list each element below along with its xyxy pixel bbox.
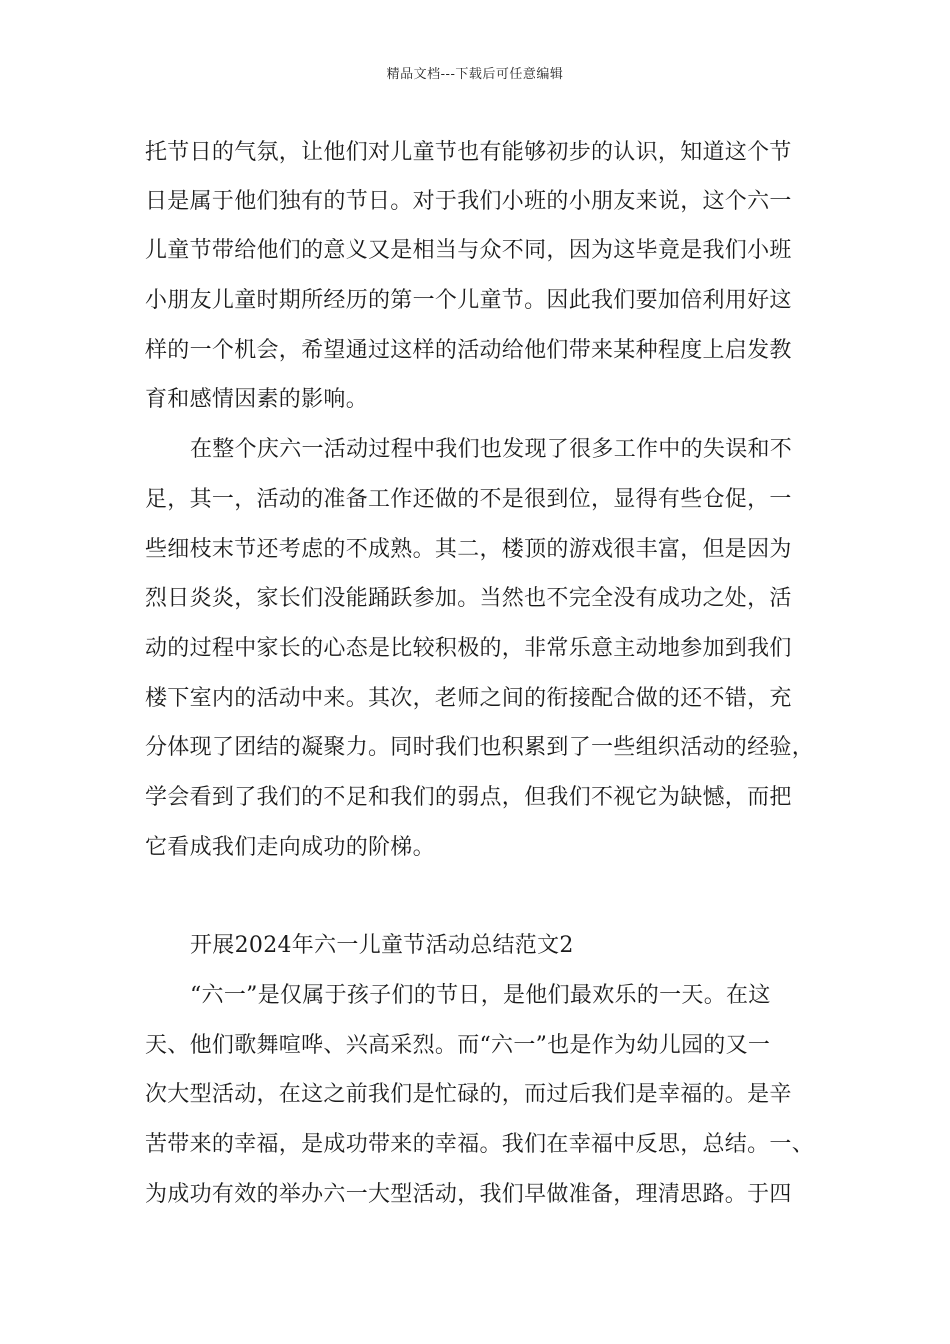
paragraph-1-line-1: 托节日的气氛，让他们对儿童节也有能够初步的认识，知道这个节: [145, 140, 792, 165]
paragraph-1-line-3: 儿童节带给他们的意义又是相当与众不同，因为这毕竟是我们小班: [145, 238, 792, 263]
section-paragraph-line-3: 次大型活动，在这之前我们是忙碌的，而过后我们是幸福的。是辛: [145, 1082, 792, 1107]
paragraph-2-line-9: 它看成我们走向成功的阶梯。: [145, 835, 435, 860]
paragraph-2-line-5: 动的过程中家长的心态是比较积极的，非常乐意主动地参加到我们: [145, 636, 792, 661]
paragraph-2-line-6: 楼下室内的活动中来。其次，老师之间的衔接配合做的还不错，充: [145, 686, 792, 711]
section-title: 开展2024年六一儿童节活动总结范文2: [190, 933, 574, 958]
running-header: 精品文档---下载后可任意编辑: [386, 67, 564, 82]
paragraph-2-line-7: 分体现了团结的凝聚力。同时我们也积累到了一些组织活动的经验，: [145, 735, 815, 760]
paragraph-1-line-4: 小朋友儿童时期所经历的第一个儿童节。因此我们要加倍利用好这: [145, 288, 792, 313]
section-paragraph-line-2: 天、他们歌舞喧哗、兴高采烈。而“六一”也是作为幼儿园的又一: [145, 1033, 771, 1058]
paragraph-2-line-1: 在整个庆六一活动过程中我们也发现了很多工作中的失误和不: [190, 437, 793, 462]
section-paragraph-line-5: 为成功有效的举办六一大型活动，我们早做准备，理清思路。于四: [145, 1182, 792, 1207]
paragraph-2-line-8: 学会看到了我们的不足和我们的弱点，但我们不视它为缺憾，而把: [145, 785, 792, 810]
paragraph-2-line-2: 足，其一，活动的准备工作还做的不是很到位，显得有些仓促，一: [145, 487, 792, 512]
section-paragraph-line-4: 苦带来的幸福，是成功带来的幸福。我们在幸福中反思，总结。一、: [145, 1132, 815, 1157]
paragraph-1-line-5: 样的一个机会，希望通过这样的活动给他们带来某种程度上启发教: [145, 338, 792, 363]
paragraph-1-line-2: 日是属于他们独有的节日。对于我们小班的小朋友来说，这个六一: [145, 189, 792, 214]
paragraph-2-line-4: 烈日炎炎，家长们没能踊跃参加。当然也不完全没有成功之处，活: [145, 586, 792, 611]
paragraph-2-line-3: 些细枝末节还考虑的不成熟。其二，楼顶的游戏很丰富，但是因为: [145, 537, 792, 562]
section-paragraph-line-1: “六一”是仅属于孩子们的节日，是他们最欢乐的一天。在这: [190, 983, 771, 1008]
paragraph-1-line-6: 育和感情因素的影响。: [145, 387, 369, 412]
